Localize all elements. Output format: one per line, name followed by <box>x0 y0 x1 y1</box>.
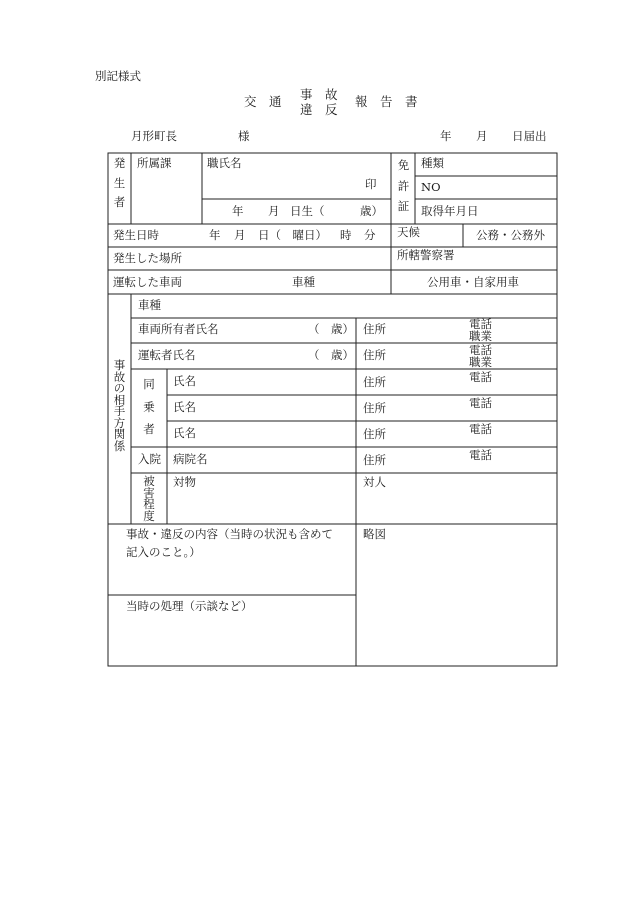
hospital-name-label: 病院名 <box>173 452 208 466</box>
passenger-1-phone-label: 電話 <box>469 370 492 384</box>
birth-month-label: 月 <box>268 204 280 218</box>
passenger-2-address-label: 住所 <box>363 401 386 415</box>
owner-phone-label: 電話 <box>469 317 492 331</box>
passenger-2-name-label: 氏名 <box>173 400 196 414</box>
occurrence-day-weekday-label: 日（ 曜日） <box>258 228 327 242</box>
driver-phone-label: 電話 <box>469 343 492 357</box>
damage-label: 被 害 程 度 <box>143 474 155 523</box>
seal-label: 印 <box>365 177 377 191</box>
name-label: 職氏名 <box>207 156 242 170</box>
duty-label: 公務・公務外 <box>476 228 545 242</box>
date-month-label: 月 <box>476 129 488 143</box>
personal-damage-label: 対人 <box>363 475 386 489</box>
addressee: 月形町長 <box>131 129 177 143</box>
driver-address-label: 住所 <box>363 348 386 362</box>
content-label-line1: 事故・違反の内容（当時の状況も含めて <box>126 527 333 541</box>
passenger-3-phone-label: 電話 <box>469 422 492 436</box>
counterparty-vehicle-type-label: 車種 <box>138 298 161 312</box>
passenger-1-name-label: 氏名 <box>173 374 196 388</box>
driver-age-label: （ 歳） <box>308 348 354 362</box>
reporter-section-label: 発 生 者 <box>113 156 126 209</box>
form-label: 別記様式 <box>95 69 141 83</box>
counterparty-section-label: 事 故 の 相 手 方 関 係 <box>113 358 126 453</box>
owner-occupation-label: 職業 <box>469 329 492 343</box>
department-label: 所属課 <box>137 156 172 170</box>
driver-occupation-label: 職業 <box>469 355 492 369</box>
title-right: 報 告 書 <box>355 94 418 109</box>
property-damage-label: 対物 <box>173 475 196 489</box>
passenger-2-phone-label: 電話 <box>469 396 492 410</box>
date-day-submitted-label: 日届出 <box>512 129 547 143</box>
age-label: 歳） <box>360 204 383 218</box>
title-stack-bottom: 違 反 <box>300 102 338 117</box>
passenger-3-address-label: 住所 <box>363 427 386 441</box>
vehicle-use-label: 公用車・自家用車 <box>427 275 519 289</box>
hospitalized-label: 入院 <box>138 452 161 466</box>
vehicle-type-label: 車種 <box>292 275 315 289</box>
license-no-label: NO <box>421 180 441 194</box>
date-year-label: 年 <box>440 129 452 143</box>
passenger-3-name-label: 氏名 <box>173 426 196 440</box>
license-section-label: 免 許 証 <box>397 158 410 213</box>
police-station-label: 所轄警察署 <box>397 248 455 262</box>
hospital-phone-label: 電話 <box>469 448 492 462</box>
driver-name-label: 運転者氏名 <box>138 348 196 362</box>
owner-address-label: 住所 <box>363 322 386 336</box>
honorific: 様 <box>238 129 250 143</box>
occurrence-month-label: 月 <box>234 228 246 242</box>
content-label-line2: 記入のこと。） <box>126 545 201 559</box>
birth-year-label: 年 <box>232 204 244 218</box>
birth-day-label: 日生（ <box>290 204 325 218</box>
occurrence-minute-label: 分 <box>364 228 376 242</box>
owner-name-label: 車両所有者氏名 <box>138 322 219 336</box>
vehicle-driven-label: 運転した車両 <box>113 275 182 289</box>
owner-age-label: （ 歳） <box>308 322 354 336</box>
passengers-label: 同 乗 者 <box>143 377 155 436</box>
occurrence-hour-label: 時 <box>340 228 352 242</box>
passenger-1-address-label: 住所 <box>363 375 386 389</box>
weather-label: 天候 <box>397 225 420 239</box>
handling-label: 当時の処理（示談など） <box>126 599 253 613</box>
title-stack-top: 事 故 <box>300 87 338 102</box>
license-acquired-label: 取得年月日 <box>421 204 479 218</box>
datetime-label: 発生日時 <box>113 228 159 242</box>
place-label: 発生した場所 <box>113 251 182 265</box>
hospital-address-label: 住所 <box>363 453 386 467</box>
title-left: 交 通 <box>244 94 282 109</box>
license-type-label: 種類 <box>421 156 444 170</box>
occurrence-year-label: 年 <box>209 228 221 242</box>
sketch-label: 略図 <box>363 527 386 541</box>
